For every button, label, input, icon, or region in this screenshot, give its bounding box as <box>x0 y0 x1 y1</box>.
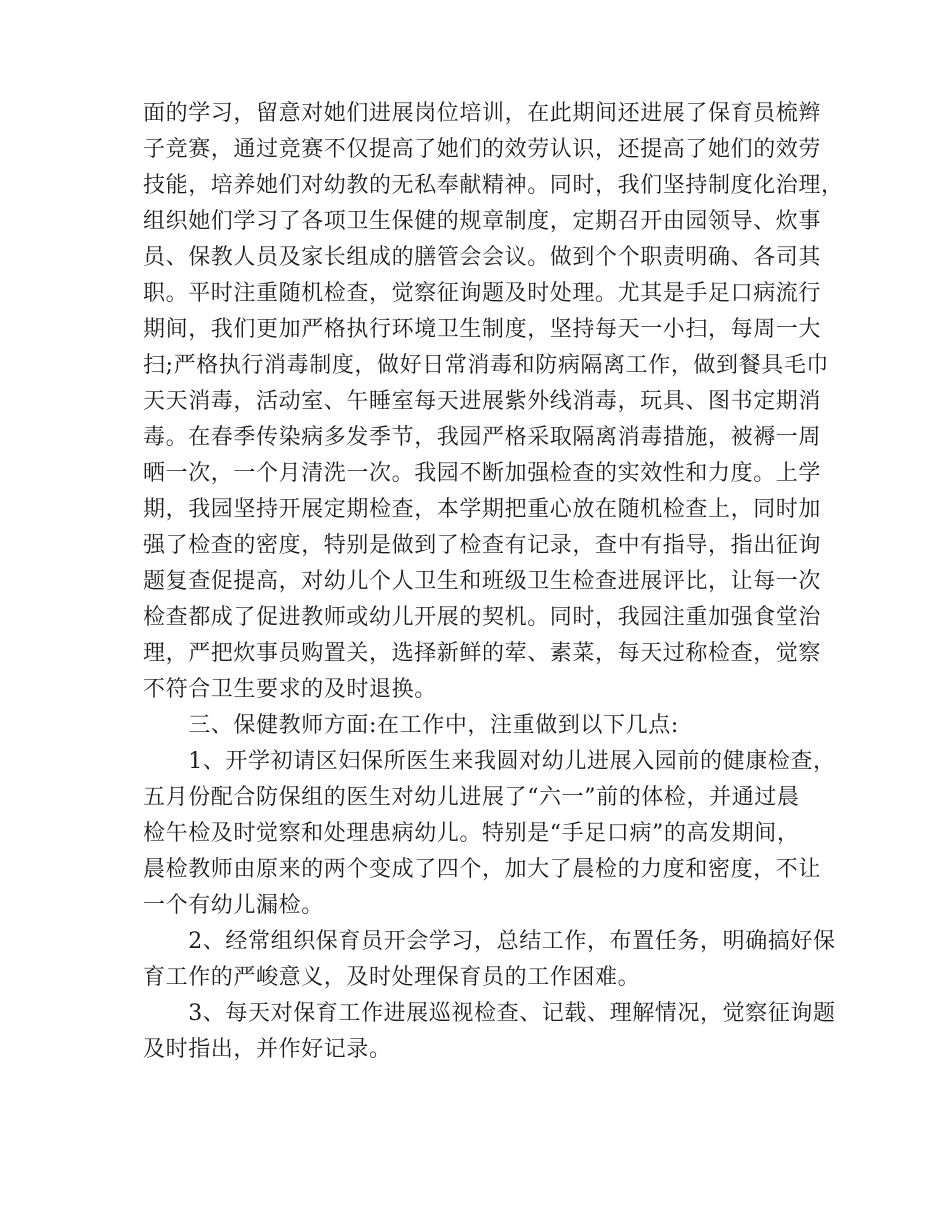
text-line: 技能，培养她们对幼教的无私奉献精神。同时，我们坚持制度化治理， <box>143 173 844 198</box>
text-line: 检查都成了促进教师或幼儿开展的契机。同时，我园注重加强食堂治 <box>143 605 822 630</box>
section-heading: 三、保健教师方面:在工作中，注重做到以下几点: <box>143 713 679 738</box>
text-line: 面的学习，留意对她们进展岗位培训，在此期间还进展了保育员梳辫 <box>143 101 822 126</box>
text-line: 不符合卫生要求的及时退换。 <box>143 677 437 702</box>
text-line: 期间，我们更加严格执行环境卫生制度，坚持每天一小扫，每周一大 <box>143 317 822 342</box>
text-line: 五月份配合防保组的医生对幼儿进展了“六一”前的体检，并通过晨 <box>143 785 800 810</box>
body-text <box>143 96 844 1068</box>
text-line: 一个有幼儿漏检。 <box>143 893 324 918</box>
text-line: 强了检查的密度，特别是做到了检查有记录，查中有指导，指出征询 <box>143 533 822 558</box>
text-line: 职。平时注重随机检查，觉察征询题及时处理。尤其是手足口病流行 <box>143 281 822 306</box>
text-line: 组织她们学习了各项卫生保健的规章制度，定期召开由园领导、炊事 <box>143 209 822 234</box>
text-line: 毒。在春季传染病多发季节，我园严格采取隔离消毒措施，被褥一周 <box>143 425 822 450</box>
text-line: 扫;严格执行消毒制度，做好日常消毒和防病隔离工作，做到餐具毛巾 <box>143 353 830 378</box>
text-line: 检午检及时觉察和处理患病幼儿。特别是“手足口病”的高发期间， <box>143 821 800 846</box>
text-line: 子竞赛，通过竞赛不仅提高了她们的效劳认识，还提高了她们的效劳 <box>143 137 822 162</box>
text-line: 期，我园坚持开展定期检查，本学期把重心放在随机检查上，同时加 <box>143 497 822 522</box>
list-item-3: 3、每天对保育工作进展巡视检查、记载、理解情况，觉察征询题 <box>143 1001 836 1026</box>
text-line: 晨检教师由原来的两个变成了四个，加大了晨检的力度和密度，不让 <box>143 857 822 882</box>
text-line: 理，严把炊事员购置关，选择新鲜的荤、素菜，每天过称检查，觉察 <box>143 641 822 666</box>
text-line: 员、保教人员及家长组成的膳管会会议。做到个个职责明确、各司其 <box>143 245 822 270</box>
list-item-1: 1、开学初请区妇保所医生来我圆对幼儿进展入园前的健康检查， <box>143 749 836 774</box>
text-line: 育工作的严峻意义，及时处理保育员的工作困难。 <box>143 965 641 990</box>
list-item-2: 2、经常组织保育员开会学习，总结工作，布置任务，明确搞好保 <box>143 929 836 954</box>
text-line: 及时指出，并作好记录。 <box>143 1037 392 1062</box>
text-line: 天天消毒，活动室、午睡室每天进展紫外线消毒，玩具、图书定期消 <box>143 389 822 414</box>
text-line: 晒一次，一个月清洗一次。我园不断加强检查的实效性和力度。上学 <box>143 461 822 486</box>
text-line: 题复查促提高，对幼儿个人卫生和班级卫生检查进展评比，让每一次 <box>143 569 822 594</box>
